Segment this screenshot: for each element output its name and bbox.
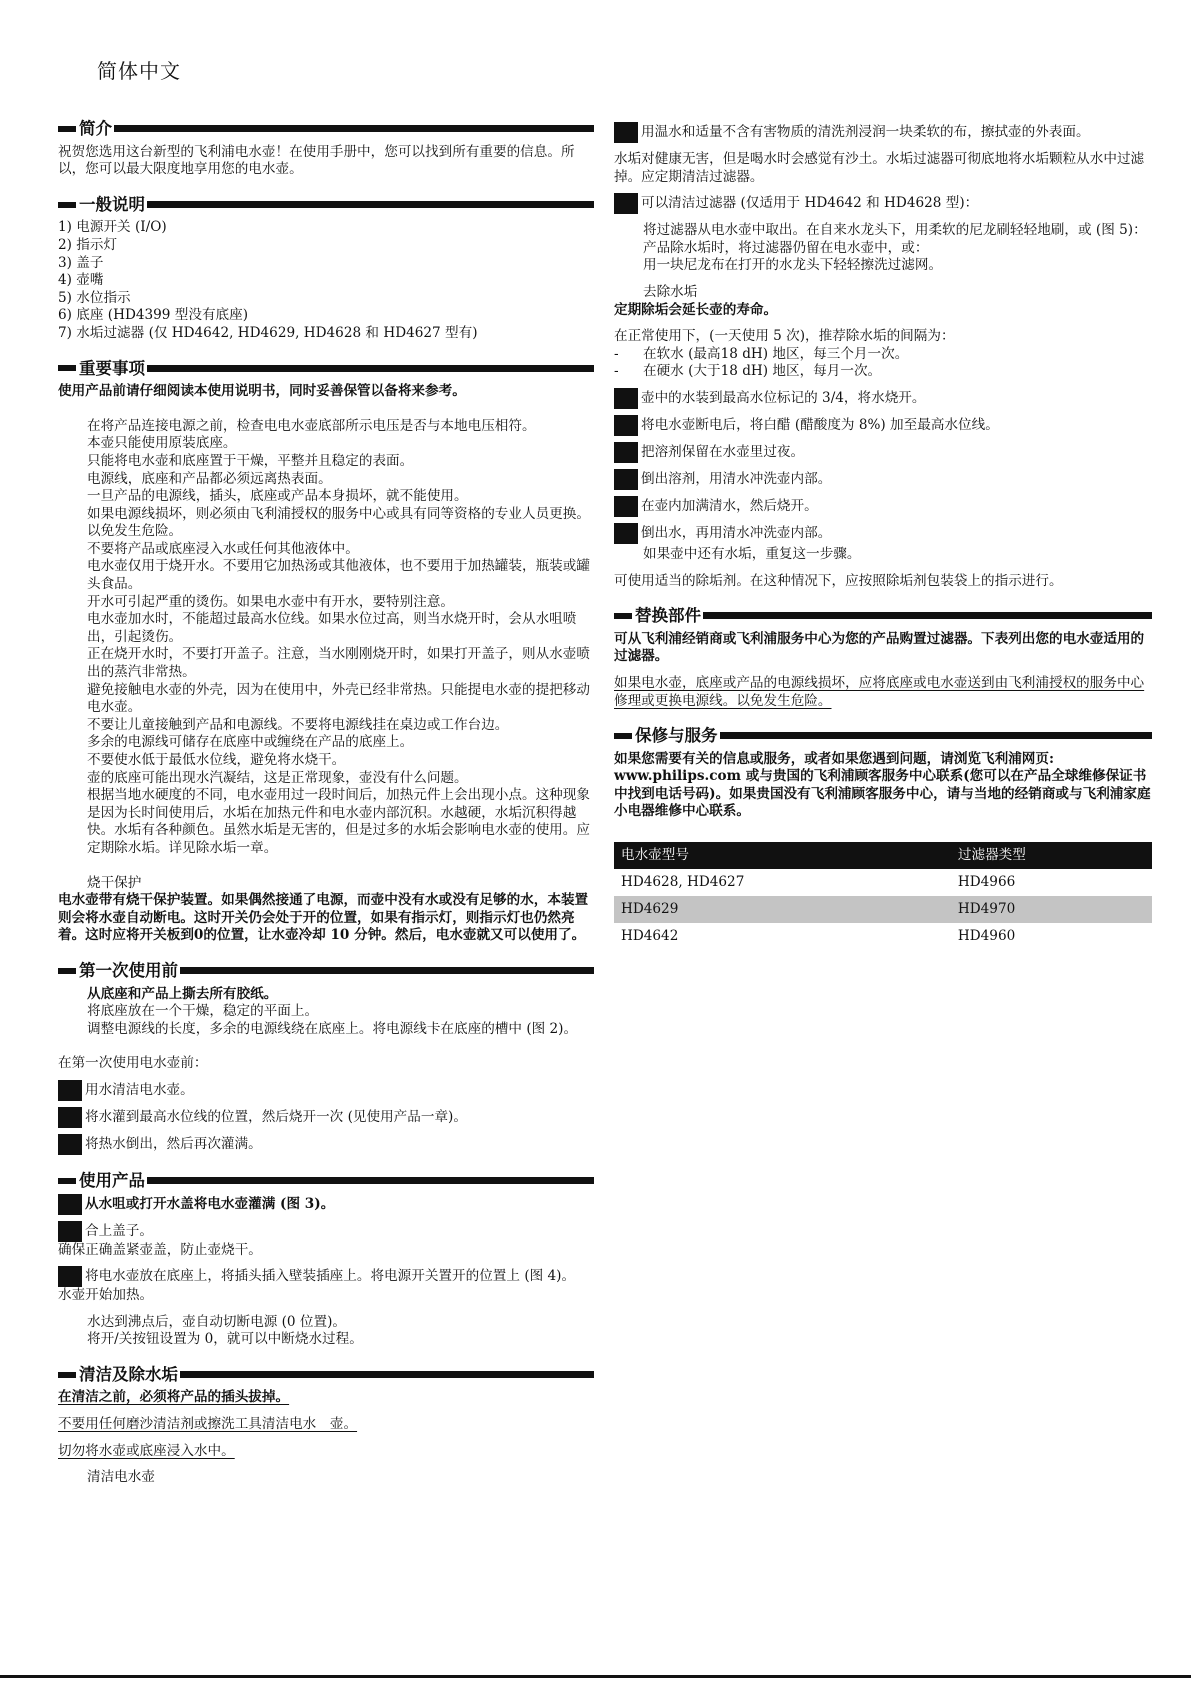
list-item: 电源线，底座和产品都必须远离热表面。	[87, 470, 332, 487]
step-marker	[58, 1194, 82, 1215]
important-list	[58, 418, 594, 858]
dash-marker: -	[614, 363, 619, 380]
list-item: 根据当地水硬度的不同，电水壶用过一段时间后，加热元件上会出现小点。这种现象是因为长时间使用后，水垢在加热元件和电水壶内部沉积。水越硬，水垢沉积得越快。水垢有各种颜色。虽然水垢是无害的，但是过多的水垢会影响电水壶的使用。应定期除水垢。详见除水垢一章。	[87, 787, 590, 856]
cleaning-subtitle: 清洁电水壶	[87, 1469, 155, 1486]
important-lead: 使用产品前请仔细阅读本使用说明书，同时妥善保管以备将来参考。	[58, 383, 466, 400]
right-column	[614, 124, 1152, 950]
descale-repeat: 如果壶中还有水垢，重复这一步骤。	[643, 545, 861, 562]
list-item: 1) 电源开关 (I/O)	[58, 219, 167, 236]
using-list	[58, 1314, 594, 1349]
list-item: 调整电源线的长度，多余的电源线绕在底座上。将电源线卡在底座的槽中 (图 2)。	[87, 1020, 578, 1037]
step-text: 用水清洁电水壶。	[85, 1081, 194, 1098]
step	[614, 390, 1152, 409]
list-item: 不要使水低于最低水位线，避免将水烧干。	[87, 752, 346, 768]
dash-text: 在软水 (最高18 dH) 地区，每三个月一次。	[643, 345, 909, 362]
list-item: 电水壶加水时，不能超过最高水位线。如果水位过高，则当水烧开时，会从水咀喷出，引起烫伤。	[87, 611, 577, 645]
step-text: 将电水壶断电后，将白醋 (醋酸度为 8%) 加至最高水位线。	[641, 416, 999, 433]
step-text: 合上盖子。	[85, 1222, 153, 1239]
language-label: 简体中文	[97, 59, 181, 83]
step-marker	[614, 388, 638, 409]
list-item: 在将产品连接电源之前，检查电电水壶底部所示电压是否与本地电压相符。	[87, 417, 536, 434]
descale-lead: 定期除垢会延长壶的寿命。	[614, 301, 778, 318]
step-text: 将电水壶放在底座上，将插头插入壁装插座上。将电源开关置开的位置上 (图 4)。	[85, 1268, 576, 1285]
step-text: 倒出溶剂，用清水冲洗壶内部。	[641, 470, 832, 487]
cleaning-warning: 不要用任何磨沙清洁剂或擦洗工具清洁电水 壶。	[58, 1416, 358, 1433]
step	[58, 1268, 594, 1287]
boil-dry-text: 电水壶带有烧干保护装置。如果偶然接通了电源，而壶中没有水或没有足够的水，本装置则会将水壶自动断电。这时开关仍会处于开的位置，如果有指示灯，则指示灯也仍然亮着。这时应将开关板到0的位置，让水壶冷却 10 分钟。然后，电水壶就又可以使用了。	[58, 892, 589, 944]
list-item: 电水壶仅用于烧开水。不要用它加热汤或其他液体，也不要用于加热罐装，瓶装或罐头食品。	[87, 558, 590, 593]
step	[614, 471, 1152, 490]
first-use-list	[58, 986, 594, 1039]
step-text: 把溶剂保留在水壶里过夜。	[641, 443, 805, 460]
intro-text: 祝贺您选用这台新型的飞利浦电水壶！在使用手册中，您可以找到所有重要的信息。所以，您可以最大限度地享用您的电水壶。	[58, 143, 575, 178]
filter-list	[614, 222, 1152, 275]
heading-text: 清洁及除水垢	[79, 1364, 178, 1384]
section-heading-replace	[614, 607, 1152, 625]
step	[58, 1196, 594, 1215]
heading-text: 重要事项	[79, 358, 145, 378]
list-item: 产品除水垢时，将过滤器仍留在电水壶中，或：	[643, 239, 929, 256]
table-cell: HD4966	[957, 873, 1016, 890]
step-marker	[614, 469, 638, 490]
table-row	[614, 923, 1152, 950]
list-item: 5) 水位指示	[58, 289, 131, 306]
list-item: 如果电源线损坏，则必须由飞利浦授权的服务中心或具有同等资格的专业人员更换。以免发生危险。	[87, 505, 590, 540]
step-text: 从水咀或打开水盖将电水壶灌满 (图 3)。	[85, 1195, 335, 1212]
step-marker	[58, 1107, 82, 1128]
list-item: 壶的底座可能出现水汽凝结，这是正常现象，壶没有什么问题。	[87, 769, 468, 786]
section-heading-first-use	[58, 962, 594, 980]
step-note: 水壶开始加热。	[58, 1287, 154, 1304]
list-item: 本壶只能使用原装底座。	[87, 435, 237, 452]
table-cell: HD4642	[621, 927, 679, 944]
list-item: 2) 指示灯	[58, 236, 118, 253]
heading-text: 替换部件	[635, 606, 701, 626]
step	[614, 525, 1152, 544]
step-text: 用温水和适量不含有害物质的清洗剂浸润一块柔软的布，擦拭壶的外表面。	[641, 124, 1090, 140]
list-item: 不要让儿童接触到产品和电源线。不要将电源线挂在桌边或工作台边。	[87, 716, 509, 733]
step-marker	[58, 1266, 82, 1287]
list-item: 不要将产品或底座浸入水或任何其他液体中。	[87, 540, 359, 557]
step-text: 将热水倒出，然后再次灌满。	[85, 1135, 262, 1152]
step-text: 在壶内加满清水，然后烧开。	[641, 497, 818, 514]
step-marker	[614, 193, 638, 214]
table-cell: HD4628, HD4627	[621, 873, 745, 890]
step-text: 壶中的水装到最高水位标记的 3/4，将水烧开。	[641, 389, 926, 406]
section-heading-using	[58, 1172, 594, 1190]
footer-rule	[0, 1675, 1191, 1678]
step-text: 将水灌到最高水位线的位置，然后烧开一次 (见使用产品一章)。	[85, 1108, 467, 1125]
heading-text: 一般说明	[79, 194, 145, 214]
step-marker	[614, 523, 638, 544]
list-item: 将开/关按钮设置为 0，就可以中断烧水过程。	[87, 1331, 363, 1348]
step	[58, 1109, 594, 1128]
step-marker	[58, 1221, 82, 1242]
step-marker	[58, 1080, 82, 1101]
step	[58, 1136, 594, 1155]
step	[58, 1223, 594, 1242]
boil-dry-title: 烧干保护	[87, 874, 142, 891]
table-row	[614, 869, 1152, 896]
left-column	[58, 120, 594, 1487]
step-marker	[58, 1134, 82, 1155]
list-item: 从底座和产品上撕去所有胶纸。	[87, 985, 278, 1002]
cleaning-warning: 切勿将水壶或底座浸入水中。	[58, 1442, 235, 1459]
step-marker	[614, 496, 638, 517]
list-item: 水达到沸点后，壶自动切断电源 (0 位置)。	[87, 1313, 346, 1330]
section-heading-intro	[58, 120, 594, 138]
step	[614, 195, 1152, 214]
step-text: 倒出水，再用清水冲洗壶内部。	[641, 524, 832, 541]
table-cell: HD4960	[957, 927, 1016, 944]
step	[614, 124, 1152, 143]
descale-title: 去除水垢	[643, 283, 698, 300]
step-marker	[614, 122, 638, 143]
section-heading-important	[58, 360, 594, 378]
service-text: 如果您需要有关的信息或服务，或者如果您遇到问题，请浏览飞利浦网页: www.philips.com 或与贵国的飞利浦顾客服务中心联系(您可以在产品全球维修保证书中找到电话号码)。如果贵国没有飞利浦顾客服务中心，请与当地的经销商或与飞利浦家庭小电器维修中心联系。	[614, 750, 1151, 820]
filter-table	[614, 842, 1152, 950]
step	[614, 498, 1152, 517]
heading-text: 第一次使用前	[79, 960, 178, 980]
list-item: 正在烧开水时，不要打开盖子。注意，当水刚刚烧开时，如果打开盖子，则从水壶喷出的蒸汽非常热。	[87, 646, 590, 681]
list-item: 避免接触电水壶的外壳，因为在使用中，外壳已经非常热。只能提电水壶的提把移动电水壶。	[87, 681, 590, 716]
step	[58, 1082, 594, 1101]
table-header-cell: 电水壶型号	[614, 842, 951, 869]
section-heading-service	[614, 727, 1152, 745]
replace-warning: 如果电水壶，底座或产品的电源线损坏，应将底座或电水壶送到由飞利浦授权的服务中心修理或更换电源线。以免发生危险。	[614, 674, 1145, 709]
step	[614, 417, 1152, 436]
heading-text: 简介	[79, 119, 112, 138]
cleaning-warning: 在清洁之前，必须将产品的插头拔掉。	[58, 1389, 290, 1406]
step-marker	[614, 415, 638, 436]
replace-text: 可从飞利浦经销商或飞利浦服务中心为您的产品购置过滤器。下表列出您的电水壶适用的过滤器。	[614, 630, 1145, 665]
section-heading-cleaning	[58, 1366, 594, 1384]
scale-info: 水垢对健康无害，但是喝水时会感觉有沙土。水垢过滤器可彻底地将水垢颗粒从水中过滤掉。应定期清洁过滤器。	[614, 151, 1145, 185]
section-heading-general	[58, 196, 594, 214]
list-item: 开水可引起严重的烫伤。如果电水壶中有开水，要特别注意。	[87, 593, 455, 610]
dash-text: 在硬水 (大于18 dH) 地区，每月一次。	[643, 363, 882, 380]
list-item: 3) 盖子	[58, 254, 104, 271]
list-item: 4) 壶嘴	[58, 272, 104, 289]
table-header-row	[614, 842, 1152, 869]
list-item: 7) 水垢过滤器 (仅 HD4642, HD4629, HD4628 和 HD4627 型有)	[58, 324, 478, 341]
list-item	[614, 346, 1152, 364]
descale-agent: 可使用适当的除垢剂。在这种情况下，应按照除垢剂包装袋上的指示进行。	[614, 572, 1063, 589]
list-item: 将底座放在一个干燥，稳定的平面上。	[87, 1003, 319, 1020]
list-item: 只能将电水壶和底座置于干燥，平整并且稳定的表面。	[87, 452, 414, 469]
descale-intro: 在正常使用下，(一天使用 5 次)，推荐除水垢的间隔为：	[614, 328, 955, 345]
step	[614, 444, 1152, 463]
list-item: 一旦产品的电源线，插头，底座或产品本身损坏，就不能使用。	[87, 488, 468, 505]
table-cell: HD4970	[951, 896, 1152, 923]
list-item: 多余的电源线可储存在底座中或缠绕在产品的底座上。	[87, 734, 414, 751]
heading-text: 保修与服务	[635, 726, 718, 746]
list-item: 用一块尼龙布在打开的水龙头下轻轻擦洗过滤网。	[643, 257, 943, 274]
step-note: 确保正确盖紧壶盖，防止壶烧干。	[58, 1241, 262, 1258]
table-cell: HD4629	[614, 896, 951, 923]
list-item: 将过滤器从电水壶中取出。在自来水龙头下，用柔软的尼龙刷轻轻地刷，或 (图 5)：	[643, 222, 1147, 239]
heading-text: 使用产品	[79, 1170, 145, 1190]
table-header-cell: 过滤器类型	[951, 842, 1152, 869]
dash-marker: -	[614, 345, 619, 362]
step-text: 可以清洁过滤器 (仅适用于 HD4642 和 HD4628 型)：	[641, 195, 979, 212]
list-item	[614, 363, 1152, 381]
list-item: 6) 底座 (HD4399 型没有底座)	[58, 307, 249, 324]
table-row	[614, 896, 1152, 923]
step-marker	[614, 442, 638, 463]
first-use-before: 在第一次使用电水壶前：	[58, 1055, 208, 1072]
